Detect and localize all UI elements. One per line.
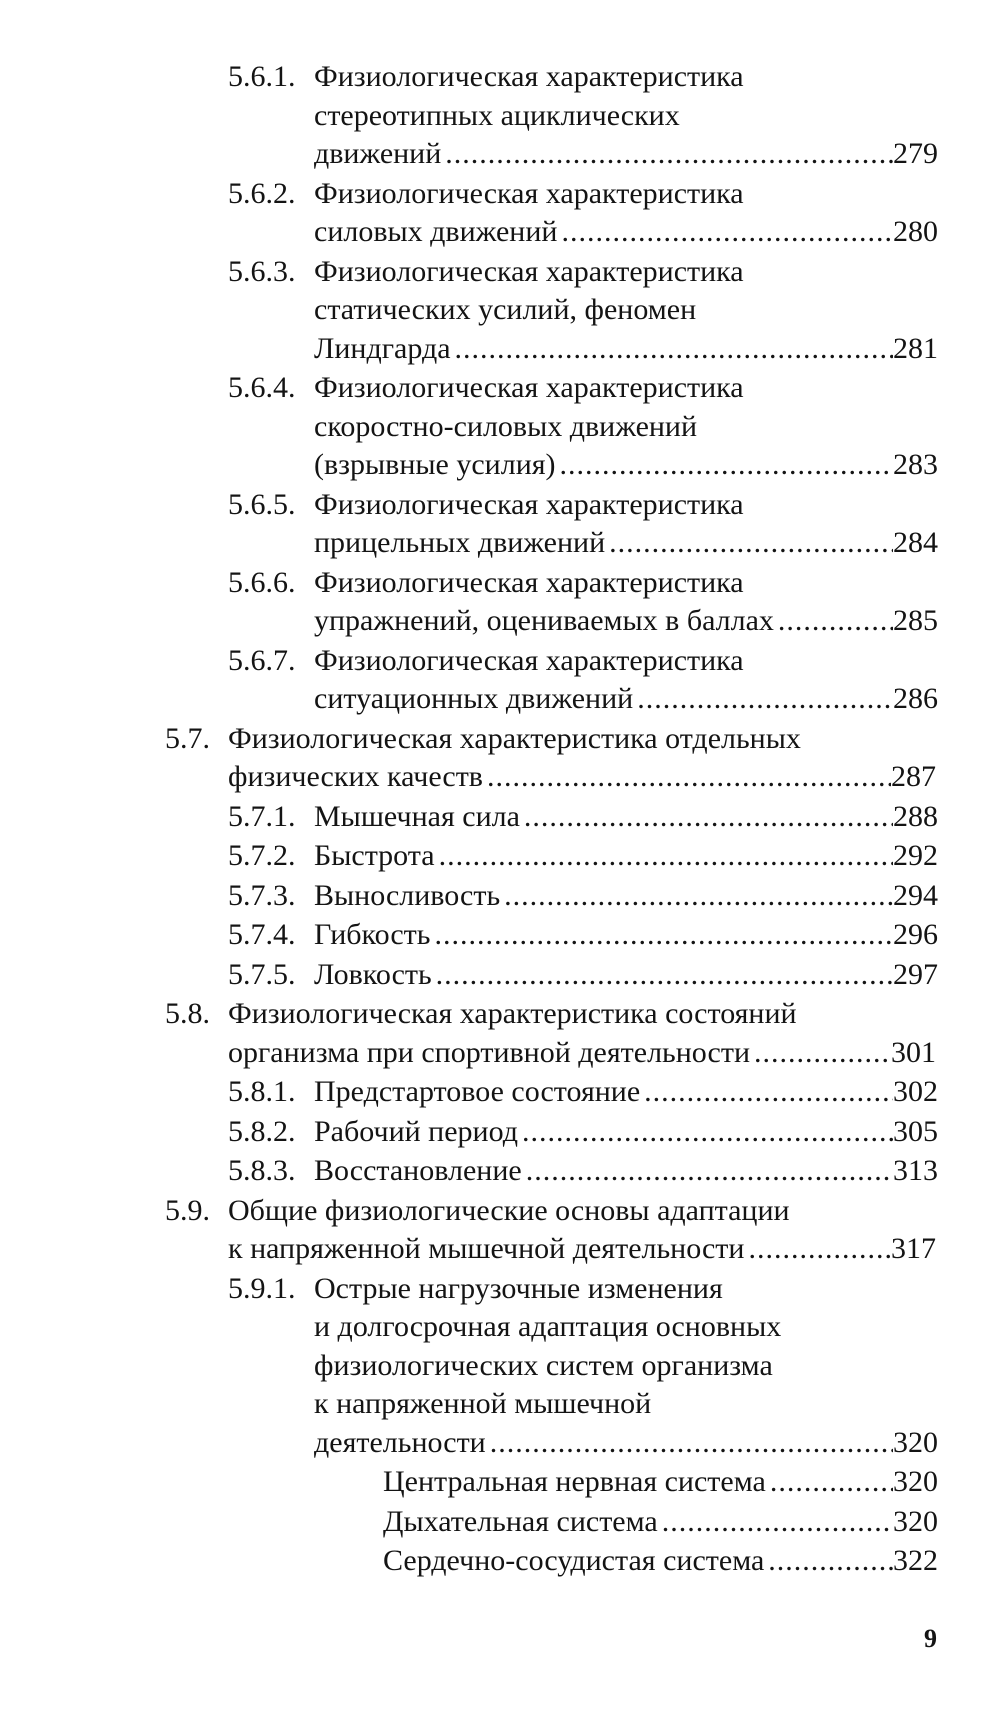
- toc-entry-number: 5.7.: [165, 721, 210, 755]
- toc-entry-page: 279: [893, 137, 938, 170]
- toc-entry-title: [228, 995, 936, 1072]
- toc-entry-title: [228, 720, 936, 797]
- toc-entry-title-last-line: Ловкость: [314, 957, 432, 991]
- toc-entry-title-line: физиологических систем организма: [314, 1348, 773, 1382]
- toc-entry-title-line: и долгосрочная адаптация основных: [314, 1310, 782, 1343]
- toc-entry: [0, 1192, 1000, 1269]
- toc-entry-page: 322: [893, 1544, 938, 1577]
- toc-entry-number: 5.7.5.: [228, 957, 296, 991]
- toc-entry-title-line: Физиологическая характеристика отдельных: [228, 721, 801, 755]
- toc-entry-title-last-line: (взрывные усилия): [314, 448, 556, 481]
- toc-entry-title-last-line: Дыхательная система: [383, 1504, 658, 1538]
- toc-entry-number: 5.6.5.: [228, 487, 296, 521]
- toc-entry-leader-line: [228, 1230, 936, 1269]
- toc-entry-title: [314, 1073, 938, 1112]
- toc-entry-title: [314, 916, 938, 955]
- toc-entry-title: [314, 1152, 938, 1191]
- toc-entry-title-line: Физиологическая характеристика: [314, 371, 744, 404]
- toc-entry-leader-line: [314, 213, 938, 252]
- toc-entry-page: 313: [893, 1154, 938, 1187]
- toc-entry-number: 5.8.2.: [228, 1114, 296, 1148]
- toc-entry-title-last-line: ситуационных движений: [314, 682, 634, 715]
- toc-entry-leader-line: [314, 1113, 938, 1152]
- toc-entry-number: 5.7.3.: [228, 878, 296, 912]
- toc-entry-page: 305: [893, 1114, 938, 1148]
- dot-leader: [439, 837, 893, 876]
- toc-entry: [0, 1073, 1000, 1112]
- toc-entry-title-line: Общие физиологические основы адаптации: [228, 1193, 790, 1227]
- toc-entry: [0, 995, 1000, 1072]
- toc-entry-leader-line: [314, 330, 938, 369]
- toc-entry-page: 285: [893, 604, 938, 637]
- dot-leader: [748, 1230, 891, 1269]
- toc-entry: [0, 369, 1000, 485]
- toc-entry-title-line: Физиологическая характеристика: [314, 565, 744, 599]
- toc-entry-page: 301: [891, 1035, 936, 1069]
- toc-entry-number: 5.6.2.: [228, 176, 296, 210]
- toc-entry-number: 5.7.2.: [228, 839, 296, 872]
- toc-entry-page: 281: [893, 331, 938, 365]
- toc-entry-number: 5.9.1.: [228, 1271, 296, 1305]
- toc-entry-page: 302: [893, 1075, 938, 1108]
- toc-entry-title-line: Физиологическая характеристика: [314, 487, 744, 521]
- toc-entry-leader-line: [314, 837, 938, 876]
- toc-entry-page: 283: [893, 448, 938, 481]
- toc-entry-number: 5.9.: [165, 1193, 210, 1227]
- toc-entry-title: [314, 798, 938, 837]
- toc-entry-title: [314, 253, 938, 369]
- toc-entry-title-last-line: Мышечная сила: [314, 799, 520, 833]
- toc-entry-number: 5.8.1.: [228, 1075, 296, 1108]
- toc-entry: [0, 1270, 1000, 1463]
- toc-entry-title-last-line: к напряженной мышечной деятельности: [228, 1232, 745, 1265]
- toc-entry-number: 5.6.4.: [228, 371, 296, 404]
- toc-entry-page: 288: [893, 799, 938, 833]
- toc-entry-title-line: скоростно-силовых движений: [314, 409, 698, 443]
- table-of-contents: [0, 58, 1000, 1581]
- toc-entry-page: 286: [893, 682, 938, 715]
- toc-entry: [0, 564, 1000, 641]
- toc-entry: [0, 956, 1000, 995]
- toc-entry-title: [314, 642, 938, 719]
- toc-entry: [0, 1152, 1000, 1191]
- toc-entry: [0, 720, 1000, 797]
- toc-entry-title-line: к напряженной мышечной: [314, 1387, 652, 1420]
- toc-entry-title-last-line: Линдгарда: [314, 331, 451, 365]
- toc-entry: [0, 1113, 1000, 1152]
- toc-entry-title-last-line: Быстрота: [314, 839, 435, 872]
- toc-entry-page: 292: [893, 839, 938, 872]
- toc-entry: [0, 486, 1000, 563]
- toc-entry-leader-line: [314, 680, 938, 719]
- toc-entry-title-line: стереотипных ациклических: [314, 98, 680, 132]
- toc-entry-leader-line: [314, 956, 938, 995]
- toc-entry-page: 317: [891, 1232, 936, 1265]
- toc-entry: [0, 1542, 1000, 1581]
- dot-leader: [770, 1463, 893, 1502]
- toc-entry-number: 5.6.6.: [228, 565, 296, 599]
- toc-entry-title-line: Острые нагрузочные изменения: [314, 1271, 723, 1305]
- dot-leader: [768, 1542, 893, 1581]
- toc-entry-title-last-line: физических качеств: [228, 760, 483, 793]
- dot-leader: [436, 956, 893, 995]
- toc-entry-title-line: Физиологическая характеристика: [314, 254, 744, 288]
- toc-entry-number: 5.8.3.: [228, 1154, 296, 1187]
- toc-entry-title: [314, 1113, 938, 1152]
- toc-entry-number: 5.6.1.: [228, 60, 296, 93]
- toc-entry-leader-line: [228, 758, 936, 797]
- toc-entry-page: 284: [893, 526, 938, 559]
- toc-entry-page: 287: [891, 760, 936, 793]
- toc-entry-title-line: Физиологическая характеристика: [314, 643, 744, 677]
- toc-entry-title: [314, 837, 938, 876]
- dot-leader: [434, 916, 893, 955]
- toc-entry-page: 294: [893, 878, 938, 912]
- toc-entry: [0, 253, 1000, 369]
- toc-entry-number: 5.7.4.: [228, 918, 296, 951]
- toc-entry-leader-line: [314, 877, 938, 916]
- dot-leader: [445, 135, 893, 174]
- toc-entry-leader-line: [314, 916, 938, 955]
- toc-entry-title: [314, 369, 938, 485]
- toc-entry-page: 296: [893, 918, 938, 951]
- toc-entry-title: [314, 486, 938, 563]
- toc-entry-leader-line: [383, 1463, 938, 1502]
- toc-entry-page: 297: [893, 957, 938, 991]
- toc-entry-title: [383, 1463, 938, 1502]
- toc-entry: [0, 642, 1000, 719]
- toc-entry-number: 5.7.1.: [228, 799, 296, 833]
- toc-entry-number: 5.8.: [165, 997, 210, 1030]
- toc-entry-leader-line: [228, 1034, 936, 1073]
- toc-entry: [0, 1463, 1000, 1502]
- toc-entry-leader-line: [383, 1542, 938, 1581]
- dot-leader: [561, 213, 893, 252]
- dot-leader: [526, 1152, 893, 1191]
- toc-entry-title-last-line: Предстартовое состояние: [314, 1075, 641, 1108]
- toc-entry-leader-line: [314, 1073, 938, 1112]
- toc-entry-title: [314, 877, 938, 916]
- toc-entry-title-line: Физиологическая характеристика состояний: [228, 997, 797, 1030]
- dot-leader: [637, 680, 893, 719]
- toc-entry-leader-line: [314, 446, 938, 485]
- dot-leader: [504, 877, 893, 916]
- dot-leader: [644, 1073, 893, 1112]
- toc-entry-number: 5.6.7.: [228, 643, 296, 677]
- dot-leader: [524, 798, 893, 837]
- toc-entry: [0, 837, 1000, 876]
- toc-entry-title: [314, 58, 938, 174]
- toc-entry: [0, 1503, 1000, 1542]
- toc-entry-title-line: статических усилий, феномен: [314, 293, 697, 326]
- toc-entry: [0, 877, 1000, 916]
- dot-leader: [522, 1113, 893, 1152]
- toc-entry-title-last-line: Восстановление: [314, 1154, 522, 1187]
- toc-entry-title-line: Физиологическая характеристика: [314, 176, 744, 210]
- toc-entry-title: [228, 1192, 936, 1269]
- dot-leader: [662, 1503, 893, 1542]
- toc-entry-leader-line: [314, 524, 938, 563]
- toc-entry-title: [314, 564, 938, 641]
- toc-entry-title-last-line: Центральная нервная система: [383, 1465, 766, 1498]
- toc-entry-page: 320: [893, 1465, 938, 1498]
- toc-entry-title: [383, 1542, 938, 1581]
- dot-leader: [455, 330, 893, 369]
- toc-entry-title: [314, 175, 938, 252]
- toc-entry-leader-line: [314, 1152, 938, 1191]
- toc-entry-title-last-line: Рабочий период: [314, 1114, 519, 1148]
- dot-leader: [560, 446, 893, 485]
- toc-entry-title-last-line: прицельных движений: [314, 526, 606, 559]
- dot-leader: [609, 524, 893, 563]
- toc-entry-leader-line: [383, 1503, 938, 1542]
- toc-entry-title-line: Физиологическая характеристика: [314, 60, 744, 93]
- toc-entry: [0, 175, 1000, 252]
- toc-entry-title-last-line: Выносливость: [314, 878, 501, 912]
- toc-entry-leader-line: [314, 135, 938, 174]
- toc-entry-page: 320: [893, 1504, 938, 1538]
- toc-entry-leader-line: [314, 1424, 938, 1463]
- toc-entry: [0, 798, 1000, 837]
- page-number: 9: [924, 1624, 937, 1653]
- dot-leader: [778, 602, 893, 641]
- toc-entry-leader-line: [314, 602, 938, 641]
- toc-entry-title-last-line: силовых движений: [314, 215, 558, 248]
- toc-entry-number: 5.6.3.: [228, 254, 296, 288]
- toc-entry: [0, 916, 1000, 955]
- toc-entry-title-last-line: деятельности: [314, 1425, 486, 1459]
- toc-entry-title: [314, 1270, 938, 1463]
- toc-entry-title-last-line: упражнений, оцениваемых в баллах: [314, 604, 774, 637]
- toc-entry-page: 280: [893, 215, 938, 248]
- toc-entry-title-last-line: Сердечно-сосудистая система: [383, 1544, 765, 1577]
- toc-entry-leader-line: [314, 798, 938, 837]
- dot-leader: [487, 758, 891, 797]
- toc-entry-title-last-line: Гибкость: [314, 918, 431, 951]
- toc-entry-page: 320: [893, 1425, 938, 1459]
- toc-entry: [0, 58, 1000, 174]
- toc-entry-title-last-line: движений: [314, 137, 442, 170]
- dot-leader: [754, 1034, 891, 1073]
- toc-entry-title-last-line: организма при спортивной деятельности: [228, 1035, 751, 1069]
- dot-leader: [490, 1424, 893, 1463]
- toc-entry-title: [314, 956, 938, 995]
- toc-entry-title: [383, 1503, 938, 1542]
